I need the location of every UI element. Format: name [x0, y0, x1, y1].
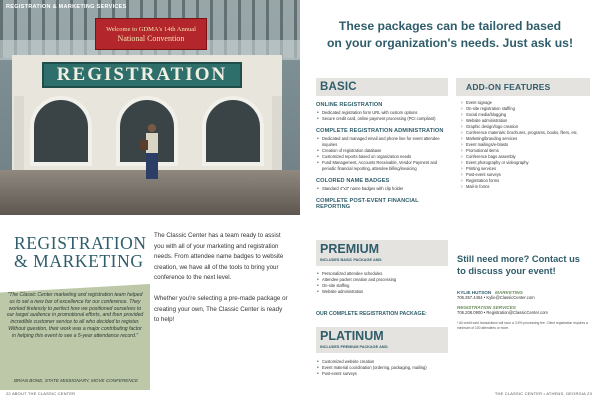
list-item: › Post-event surveys — [460, 172, 590, 178]
contact-heading — [457, 254, 595, 277]
list-item: › Registration forms — [460, 178, 590, 184]
post-event-reporting-title: COMPLETE POST-EVENT FINANCIAL REPORTING — [316, 198, 419, 210]
name-badges-list — [316, 186, 448, 192]
photo-pillar — [272, 96, 282, 172]
intro-text — [154, 231, 288, 336]
add-on-features — [456, 78, 590, 190]
list-item: › Social media/blogging — [460, 112, 590, 118]
photo-arch-3 — [202, 96, 264, 166]
platinum-header — [316, 327, 448, 353]
list-item: › Printing services — [460, 166, 590, 172]
list-item: › Promotional items — [460, 148, 590, 154]
contact-registration-details[interactable]: 706.208.0900 • Registration@ClassicCenter.com — [457, 310, 548, 315]
photo-pillar — [14, 96, 24, 172]
testimonial-quote: "The Classic Center marketing and registration team helped us to set a new bar of excellence for our conference. They worked tirelessly to perfect how we positioned ourselves to our target audience in promotional efforts, and then provided incredible customer service to all who decided to register. Without question, their work was a major contributing factor in helping this event to see a 5-year attendance record." — [6, 292, 144, 339]
list-item: • Customized website creation — [316, 359, 448, 365]
list-item: › On-site registration staffing — [460, 106, 590, 112]
photo-arch-1 — [30, 96, 92, 166]
list-item: › Website administration — [460, 118, 590, 124]
list-item: • Secure credit card, online payment processing (PCI compliant) — [316, 116, 448, 122]
list-item: • Customized reports based on organization needs — [316, 154, 448, 160]
premium-list — [316, 271, 448, 295]
contact-heading-line-2: to discuss your event! — [457, 265, 556, 276]
fine-print: * All credit card transactions will incur a 3.5% processing fee. Client registration requires a minimum of 100 attendees or more. — [457, 321, 588, 330]
testimonial-attribution: BRIAN BONE, STATE MISSIONARY, MOVE CONFERENCE — [13, 378, 139, 383]
list-item: • Dedicated and managed email and phone line for event attendee inquiries — [316, 136, 448, 148]
right-page-footer: THE CLASSIC CENTER • ATHENS, GEORGIA 23 — [494, 391, 592, 396]
welcome-banner — [95, 18, 207, 50]
registration-desk-photo — [0, 0, 300, 215]
contact-marketing-details[interactable]: 706.357.4454 • Kylie@ClassicCenter.com — [457, 295, 535, 300]
photo-bag — [140, 140, 148, 150]
name-badges-title: COLORED NAME BADGES — [316, 178, 390, 184]
registration-sign-text: REGISTRATION — [56, 64, 228, 85]
online-registration-title: ONLINE REGISTRATION — [316, 102, 383, 108]
photo-person — [146, 124, 158, 180]
section-tag: REGISTRATION & MARKETING SERVICES — [6, 4, 127, 10]
list-item: › Conference bags assembly — [460, 154, 590, 160]
basic-title: BASIC — [316, 78, 448, 96]
platinum-subtitle: INCLUDES PREMIUM PACKAGE AND: — [320, 345, 389, 349]
contact-role-registration: REGISTRATION SERVICES — [457, 305, 516, 310]
list-item: • Post-event surveys — [316, 371, 448, 377]
list-item: › Marketing/branding services — [460, 136, 590, 142]
registration-admin-title: COMPLETE REGISTRATION ADMINISTRATION — [316, 128, 444, 134]
list-item: › Conference materials: brochures, programs, books, fliers, etc. — [460, 130, 590, 136]
add-on-title: ADD-ON FEATURES — [456, 78, 590, 96]
registration-admin-list — [316, 136, 448, 172]
list-item: • Dedicated registration form URL with custom options — [316, 110, 448, 116]
premium-title: PREMIUM — [320, 242, 380, 256]
left-page-footer: 22 ABOUT THE CLASSIC CENTER — [6, 391, 76, 396]
headline-line-2: on your organization's needs. Just ask us! — [326, 36, 574, 50]
platinum-list — [316, 359, 448, 377]
contact-block — [457, 290, 595, 330]
online-registration-list — [316, 110, 448, 122]
list-item: • Event material coordination (ordering, packaging, mailing) — [316, 365, 448, 371]
list-item: • On-site staffing — [316, 283, 448, 289]
headline-line-1: These packages can be tailored based — [338, 19, 562, 33]
intro-paragraph-1: The Classic Center has a team ready to assist you with all of your marketing and registration needs. From attendee name badges to website creation, we have all of the tools to bring your conference to the next level. — [154, 232, 284, 282]
list-item: › Mail-in forms — [460, 184, 590, 190]
page-title — [14, 234, 147, 270]
packages-headline — [300, 18, 600, 52]
contact-role-marketing: MARKETING — [495, 290, 523, 295]
list-item: • Personalized attendee schedules — [316, 271, 448, 277]
list-item: › Event photography or videography — [460, 160, 590, 166]
contact-heading-line-1: Still need more? Contact us — [457, 254, 580, 264]
page-title-line-2: & MARKETING — [14, 251, 144, 271]
complete-package-label: OUR COMPLETE REGISTRATION PACKAGE: — [316, 311, 427, 317]
platinum-title: PLATINUM — [320, 329, 384, 343]
basic-package — [316, 78, 448, 212]
contact-name-text: KYLIE HUTSON — [457, 290, 492, 295]
premium-header — [316, 240, 448, 266]
list-item: › Event mailings/e-blasts — [460, 142, 590, 148]
list-item: • Creation of registration database — [316, 148, 448, 154]
list-item: › Graphic design/logo creation — [460, 124, 590, 130]
list-item: • Website administration — [316, 289, 448, 295]
banner-line-1: Welcome to GDMA's 14th Annual — [106, 26, 196, 33]
intro-paragraph-2: Whether you're selecting a pre-made package or creating your own, The Classic Center is ready to help! — [154, 294, 288, 324]
add-on-list — [456, 100, 590, 190]
banner-line-2: National Convention — [117, 34, 185, 43]
premium-subtitle: INCLUDES BASIC PACKAGE AND: — [320, 258, 383, 262]
list-item: • Attendee packet creation and processing — [316, 277, 448, 283]
list-item: › Event signage — [460, 100, 590, 106]
list-item: • Standard 4"x3" name badges with clip holder — [316, 186, 448, 192]
page-title-line-1: REGISTRATION — [14, 233, 147, 253]
list-item: • Fund Management, Accounts Receivable, Vendor Payment and periodic financial reporting, attendee billing/invoicing — [316, 160, 448, 172]
